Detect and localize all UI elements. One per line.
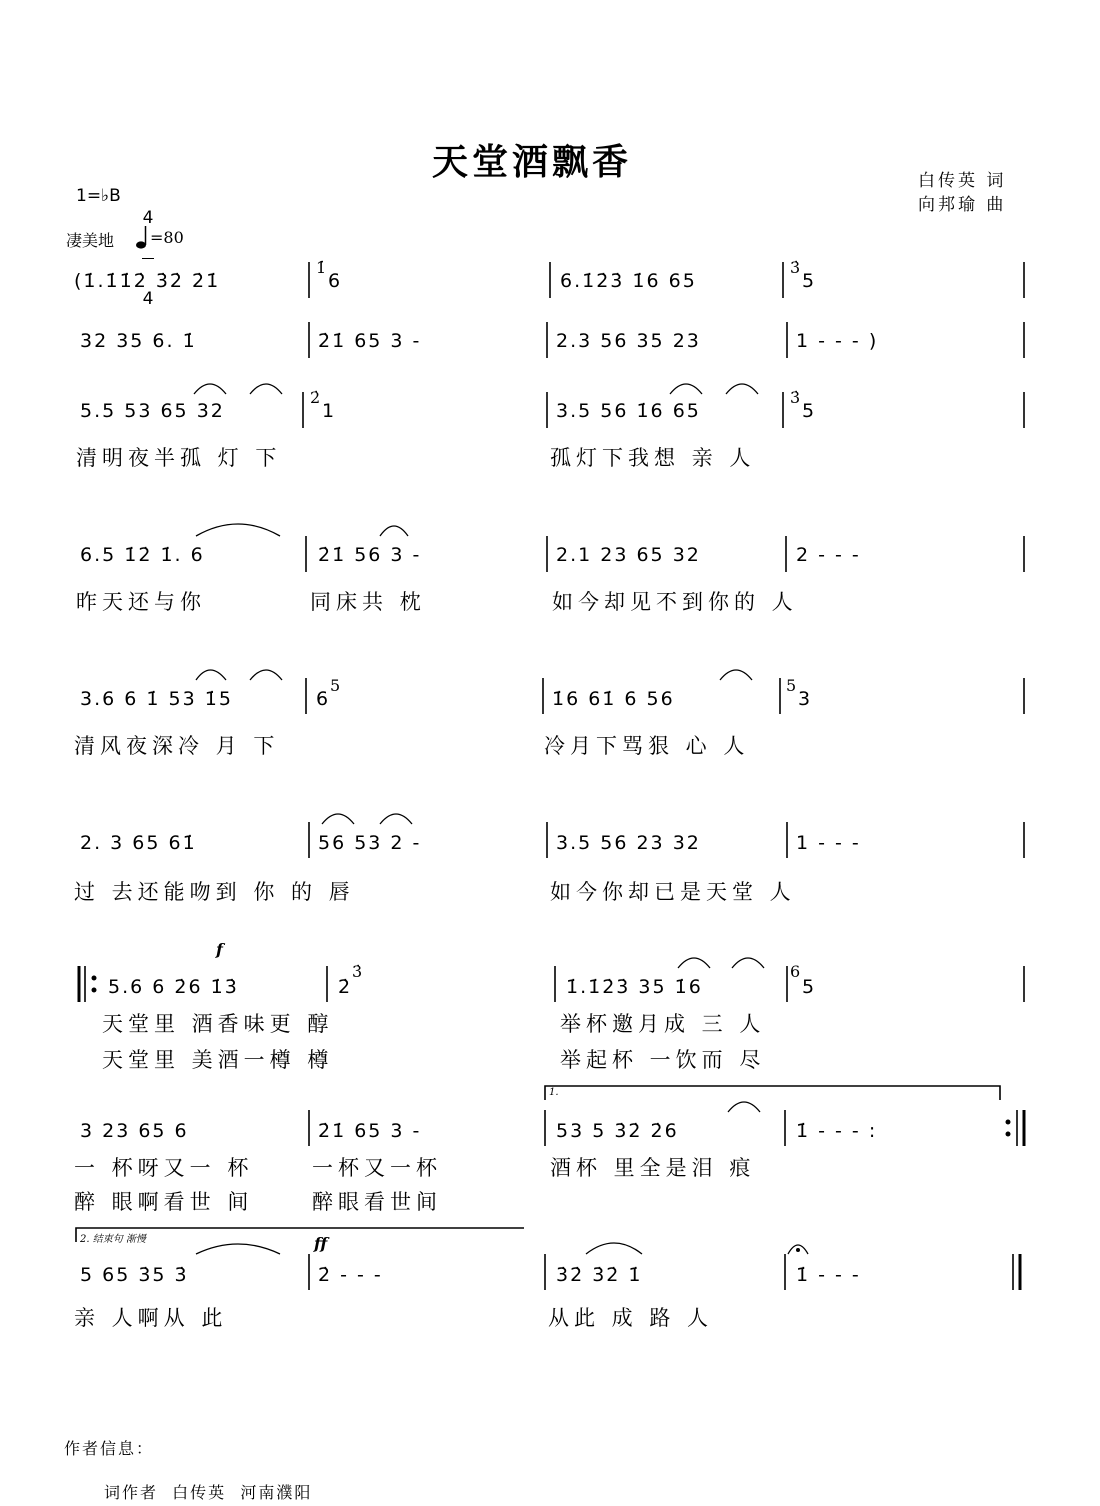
row-8-lyrics-verse2-1: 醉 眼啊看世 间 bbox=[74, 1190, 254, 1214]
lyricist-credit: 白传英 词 bbox=[918, 171, 1007, 191]
row-4-measure-2: 2̇1̇ 56 3 - bbox=[318, 544, 422, 566]
row-5-lyrics-1: 清风夜深冷 月 下 bbox=[74, 734, 280, 758]
row-6-lyrics-1: 过 去还能吻到 你 的 唇 bbox=[74, 880, 355, 904]
row-7-measure-2: 2̇ bbox=[338, 976, 353, 998]
row-8-measure-2: 2̇1̇ 65 3 - bbox=[318, 1120, 422, 1142]
row-8-measure-1: 3 23 65 6 bbox=[80, 1120, 189, 1142]
row-1-measure-4: 5 bbox=[802, 270, 817, 292]
dynamic-f: f bbox=[216, 940, 223, 959]
row-4-measure-3: 2.1 23 65 32 bbox=[556, 544, 701, 566]
row-9-measure-2: 2̇ - - - bbox=[318, 1264, 383, 1286]
row-4-measure-1: 6.5 1̇2̇ 1̇. 6 bbox=[80, 544, 205, 566]
row-3-lyrics-1: 清明夜半孤 灯 下 bbox=[76, 446, 282, 470]
row-3-measure-4: 5 bbox=[802, 400, 817, 422]
row-8-lyrics-verse2-2: 醉眼看世间 bbox=[312, 1190, 442, 1214]
row-7-measure-4: 5 bbox=[802, 976, 817, 998]
row-4-lyrics-2: 同床共 枕 bbox=[310, 590, 426, 614]
row-8-measure-3: 53 5 3̇2̇ 2̇6 bbox=[556, 1120, 679, 1142]
row-4-lyrics-3: 如今却见不到你的 人 bbox=[552, 590, 798, 614]
row-3-measure-1: 5.5 53 65 32 bbox=[80, 400, 225, 422]
row-3-grace-1: 2̇ bbox=[310, 388, 323, 407]
row-9-measure-4: 1̇ - - - bbox=[796, 1264, 861, 1286]
composer-credit: 向邦瑜 曲 bbox=[918, 195, 1007, 215]
row-8-lyrics-1: 一 杯呀又一 杯 bbox=[74, 1156, 254, 1180]
row-9-barlines bbox=[309, 1254, 1020, 1290]
row-1-measure-1: (1̇.1̇1̇2̇ 3̇2̇ 2̇1̇ bbox=[74, 270, 221, 292]
time-sig-bottom: 4 bbox=[142, 289, 154, 309]
row-6-measure-2: 56 53 2 - bbox=[318, 832, 422, 854]
row-9-measure-3: 3̇2̇ 3̇2̇ 1̇ bbox=[556, 1264, 643, 1286]
row-7-measure-1: 5.6 6 2̇6 1̇3̇ bbox=[108, 976, 239, 998]
volta-2-label: 2. 结束句 渐慢 bbox=[80, 1234, 146, 1245]
row-9-measure-1: 5 65 3̇5 3̇ bbox=[80, 1264, 189, 1286]
row-5-measure-1: 3.6 6 1̇ 53 1̇5 bbox=[80, 688, 233, 710]
row-1-grace-2: 3̇ bbox=[790, 258, 803, 277]
row-9-lyrics-1: 亲 人啊从 此 bbox=[74, 1306, 228, 1330]
volta-1-label: 1. bbox=[549, 1087, 559, 1098]
row-4-lyrics-1: 昨天还与你 bbox=[76, 590, 206, 614]
row-9-lyrics-2: 从此 成 路 人 bbox=[548, 1306, 714, 1330]
time-sig-top: 4 bbox=[142, 208, 154, 228]
key-signature: 1=♭B bbox=[76, 186, 121, 206]
row-2-measure-4: 1 - - - ) bbox=[796, 330, 879, 352]
row-5-grace-1: 5 bbox=[330, 676, 343, 695]
row-3-measure-3: 3.5 56 1̇6 65 bbox=[556, 400, 701, 422]
row-8-lyrics-3: 酒杯 里全是泪 痕 bbox=[550, 1156, 756, 1180]
row-7-lyrics-verse2-2: 举起杯 一饮而 尽 bbox=[560, 1048, 766, 1072]
row-2-measure-1: 32 35 6. 1̇ bbox=[80, 330, 197, 352]
row-5-measure-3: 1̇6 61̇ 6 56 bbox=[552, 688, 675, 710]
row-7-grace-1: 3̇ bbox=[352, 962, 365, 981]
row-4-measure-4: 2 - - - bbox=[796, 544, 861, 566]
row-7-measure-3: 1̇.1̇2̇3̇ 35 1̇6 bbox=[566, 976, 703, 998]
row-1-measure-3: 6.1̇2̇3̇ 1̇6 65 bbox=[560, 270, 697, 292]
row-6-measure-1: 2. 3 65 61̇ bbox=[80, 832, 197, 854]
row-7-lyrics-2: 举杯邀月成 三 人 bbox=[560, 1012, 766, 1036]
page-title: 天堂酒飘香 bbox=[432, 141, 633, 183]
row-8-measure-4: 1̇ - - - : bbox=[796, 1120, 878, 1142]
row-7-lyrics-1: 天堂里 酒香味更 醇 bbox=[102, 1012, 334, 1036]
row-6-measure-4: 1 - - - bbox=[796, 832, 861, 854]
row-5-grace-2: 5 bbox=[786, 676, 799, 695]
row-7-grace-2: 6 bbox=[790, 962, 803, 981]
row-3-grace-2: 3̇ bbox=[790, 388, 803, 407]
tempo-label: 凄美地 bbox=[66, 231, 115, 250]
row-2-measure-2: 2̇1̇ 65 3 - bbox=[318, 330, 422, 352]
footer-label: 作者信息： bbox=[64, 1439, 155, 1458]
row-8-lyrics-2: 一杯又一杯 bbox=[312, 1156, 442, 1180]
row-5-lyrics-2: 冷月下骂狠 心 人 bbox=[544, 734, 750, 758]
row-1-measure-2: 6 bbox=[328, 270, 343, 292]
row-2-measure-3: 2.3 56 35 23 bbox=[556, 330, 701, 352]
row-1-grace-1: 1̇ bbox=[316, 258, 329, 277]
tempo-value: =80 bbox=[150, 228, 184, 247]
row-7-lyrics-verse2-1: 天堂里 美酒一樽 樽 bbox=[102, 1048, 334, 1072]
dynamic-ff: ff bbox=[314, 1234, 328, 1253]
footer-author-line: 词作者 白传英 河南濮阳 bbox=[104, 1483, 313, 1502]
row-3-measure-2: 1 bbox=[322, 400, 337, 422]
row-5-measure-4: 3 bbox=[798, 688, 813, 710]
row-6-lyrics-2: 如今你却已是天堂 人 bbox=[550, 880, 796, 904]
row-3-lyrics-2: 孤灯下我想 亲 人 bbox=[550, 446, 756, 470]
row-6-measure-3: 3.5 56 23 32 bbox=[556, 832, 701, 854]
row-5-measure-2: 6 bbox=[316, 688, 331, 710]
